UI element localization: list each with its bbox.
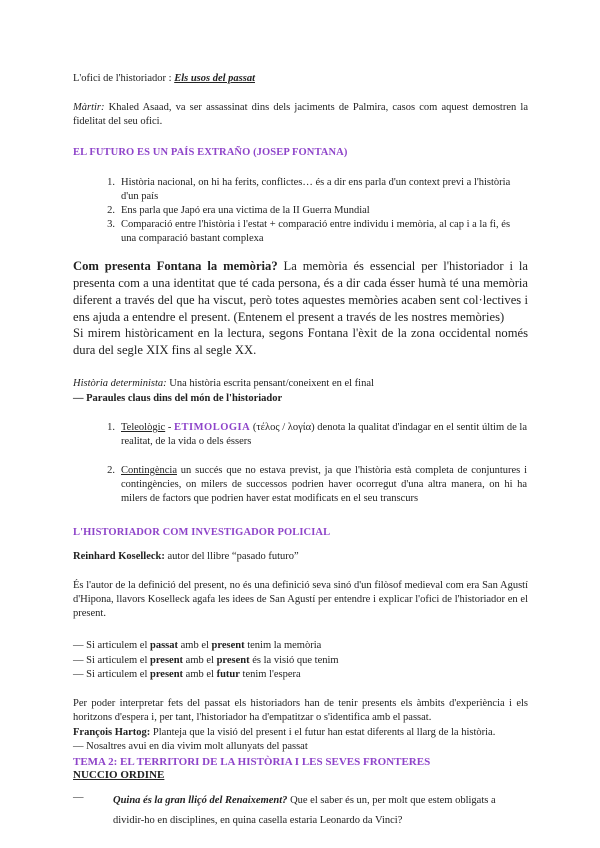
section1-heading: EL FUTURO ES UN PAÍS EXTRAÑO (JOSEP FONTANA) [73, 147, 348, 158]
tema2-heading: TEMA 2: EL TERRITORI DE LA HISTÒRIA I LES SEVES FRONTERES [73, 756, 431, 768]
hartog-text: Planteja que la visió del present i el futur han estat diferents al llarg de la història. [150, 727, 496, 738]
renaixement-question: Quina és la gran lliçó del Renaixement? [113, 795, 288, 806]
nosaltres-line: — Nosaltres avui en dia vivim molt allunyats del passat [73, 741, 308, 752]
list-item: Contingència un succés que no estava previst, ja que l'història està completa de conjuntures i contingències, on milers de successos podrien haver ocorregut d'una altra manera, on hi ha milers de factors que podrien haver estat modificats en el seu transcurs [121, 465, 527, 504]
articulation-line: — Si articulem el present amb el present és la visió que tenim [73, 655, 339, 666]
memoria-paragraph [73, 258, 528, 326]
list-item-number: 2. [107, 465, 115, 476]
closing-paragraph: Per poder interpretar fets del passat els historiadors han de tenir presents els àmbits d'experiència i els horitzons d'espera i, per tant, l'historiador ha d'empatitzar o s'identifica amb el passat. [73, 698, 528, 723]
articulation-line: — Si articulem el present amb el futur tenim l'espera [73, 669, 301, 680]
title-prefix: L'ofici de l'historiador : [73, 73, 175, 84]
determinista-label: Història determinista: [73, 378, 167, 389]
articulation-line: — Si articulem el passat amb el present tenim la memòria [73, 640, 322, 651]
section2-heading: L'HISTORIADOR COM INVESTIGADOR POLICIAL [73, 527, 331, 538]
martir-label: Màrtir: [73, 102, 105, 113]
hartog-label: François Hartog: [73, 727, 151, 738]
list-item-number: 3. [107, 219, 115, 230]
title-link[interactable]: Els usos del passat [174, 73, 255, 84]
martir-text: Khaled Asaad, va ser assassinat dins dels jaciments de Palmira, casos com aquest demostren la fidelitat del seu ofici. [73, 102, 528, 127]
koselleck-paragraph: És l'autor de la definició del present, no és una definició seva sinó d'un filòsof medieval com era San Agustí d'Hipona, llavors Koselleck agafa les idees de San Agustí per entendre i explicar l'ofici de l'historiador en el present. [73, 580, 528, 619]
term-teleologic: Teleològic [121, 422, 166, 433]
memoria-question: Com presenta Fontana la memòria? [73, 259, 278, 273]
determinista-text: Una història escrita pensant/coneixent en el final [166, 378, 374, 389]
term-contingencia: Contingència [121, 465, 177, 476]
koselleck-text: autor del llibre “pasado futuro” [164, 551, 299, 562]
list-item-number: 1. [107, 422, 115, 433]
list-item: Comparació entre l'història i l'estat + comparació entre individu i memòria, al cap i a la fi, és una comparació bastant complexa [121, 219, 511, 244]
etymology-label: ETIMOLOGIA [174, 422, 251, 433]
list-item: Teleològic - ETIMOLOGIA (τέλος / λογία) denota la qualitat d'indagar en el sentit últim de la realitat, de la vida o dels éssers [121, 422, 527, 447]
dash: — [73, 792, 84, 803]
renaixement-text: Que el saber és un, per molt que estem obligats a dividir-ho en disciplines, en quina casella estaria Leonardo da Vinci? [113, 795, 496, 826]
determinista-paragraph [73, 377, 528, 391]
list-item-number: 2. [107, 205, 115, 216]
fontana-extra: Si mirem històricament en la lectura, segons Fontana l'èxit de la zona occidental només dura del segle XIX fins al segle XX. [73, 326, 528, 357]
list-item-number: 1. [107, 177, 115, 188]
renaixement-paragraph [113, 791, 528, 831]
list-item: Ens parla que Japó era una victima de la II Guerra Mundial [121, 205, 370, 216]
tema2-subheading: NUCCIO ORDINE [73, 769, 165, 781]
koselleck-line [73, 550, 528, 564]
hartog-line [73, 726, 528, 740]
memoria-answer: La memòria és essencial per l'historiador i la presenta com a una identitat que té cada persona, és a dir cada ésser humà té una memòria diferent a través del que ha viscut, però totes aquestes memòries acaben sent col·lectives i ens ajuda a entendre el present. (Entenem el present a través de les nostres memòries) [73, 259, 528, 324]
document-title [73, 72, 528, 86]
koselleck-label: Reinhard Koselleck: [73, 551, 165, 562]
martir-paragraph [73, 101, 528, 129]
keywords-heading: — Paraules claus dins del món de l'historiador [73, 393, 283, 404]
list-item: Història nacional, on hi ha ferits, conflictes… és a dir ens parla d'un context previ a l'història d'un país [121, 177, 511, 202]
greek-etymology: (τέλος / λογία) [250, 422, 315, 433]
